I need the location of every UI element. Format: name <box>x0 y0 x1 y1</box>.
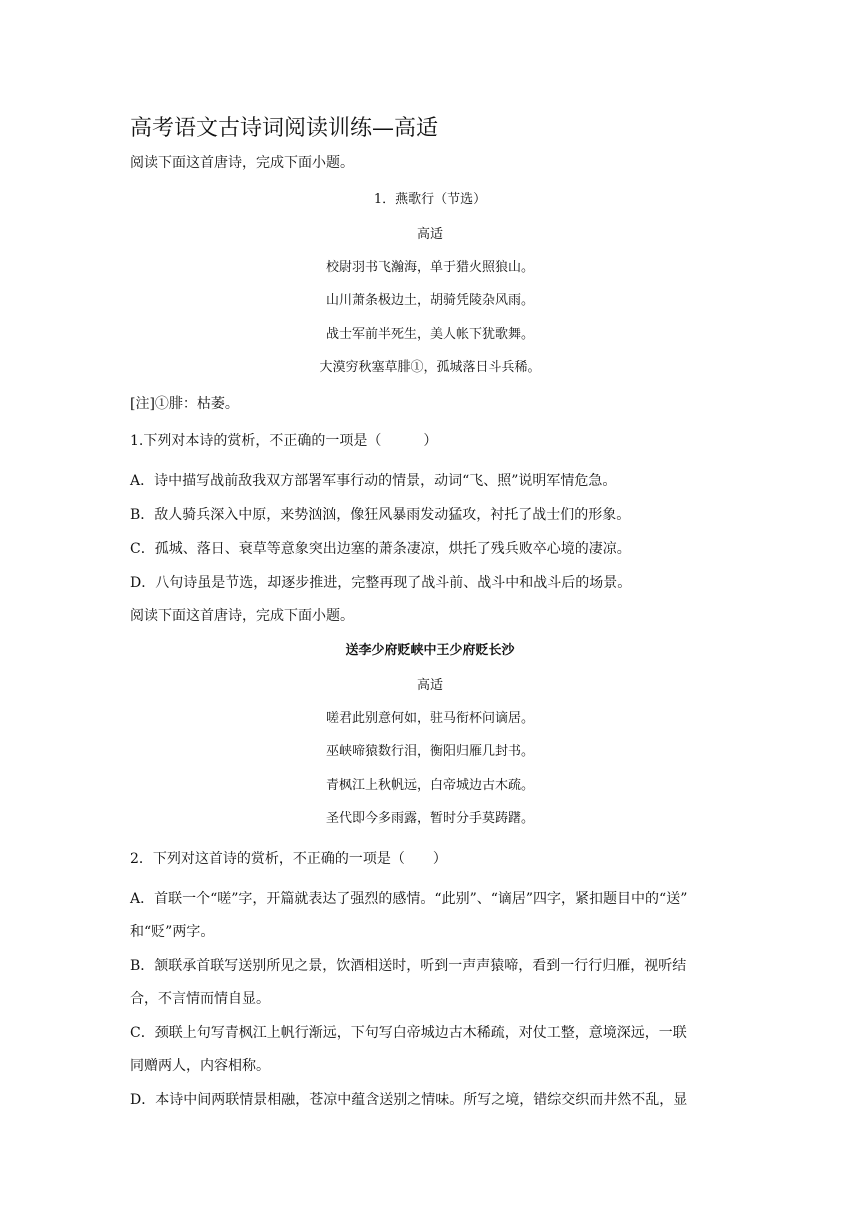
q1-option-a: A．诗中描写战前敌我双方部署军事行动的情景，动词“飞、照”说明军情危急。 <box>130 473 617 489</box>
poem1-line: 校尉羽书飞瀚海，单于猎火照狼山。 <box>325 260 534 275</box>
page-title: 高考语文古诗词阅读训练—高适 <box>130 116 439 141</box>
poem1-author: 高适 <box>416 227 443 242</box>
q2-option-b: B．颔联承首联写送别所见之景，饮酒相送时，听到一声声猿啼，看到一行行归雁，视听结 <box>130 958 687 974</box>
poem2-line: 青枫江上秋帆远，白帝城边古木疏。 <box>325 778 534 793</box>
q1-option-b: B．敌人骑兵深入中原，来势汹汹，像狂风暴雨发动猛攻，衬托了战士们的形象。 <box>130 507 631 523</box>
poem1-line: 山川萧条极边土，胡骑凭陵杂风雨。 <box>325 293 534 308</box>
q2-option-a-cont: 和“贬”两字。 <box>130 924 215 940</box>
q2-option-c: C．颈联上句写青枫江上帆行渐远，下句写白帝城边古木稀疏，对仗工整，意境深远，一联 <box>130 1025 687 1041</box>
question-2: 2．下列对这首诗的赏析，不正确的一项是（ ） <box>130 851 447 867</box>
q2-option-c-cont: 同赠两人，内容相称。 <box>130 1058 270 1074</box>
q1-option-c: C．孤城、落日、衰草等意象突出边塞的萧条凄凉，烘托了残兵败卒心境的凄凉。 <box>130 541 631 557</box>
q2-option-a: A．首联一个“嗟”字，开篇就表达了强烈的感情。“此别”、“谪居”四字，紧扣题目中的“送” <box>130 891 688 907</box>
poem2-author: 高适 <box>416 678 443 693</box>
poem1-title: 1．燕歌行（节选） <box>373 192 487 207</box>
poem2-line: 嗟君此别意何如，驻马衔杯问谪居。 <box>325 711 534 726</box>
poem2-title: 送李少府贬峡中王少府贬长沙 <box>345 643 515 658</box>
poem2-line: 巫峡啼猿数行泪，衡阳归雁几封书。 <box>325 744 534 759</box>
poem1-note: [注]①腓：枯萎。 <box>130 396 239 412</box>
question-1: 1.下列对本诗的赏析，不正确的一项是（ ） <box>130 433 438 449</box>
q2-option-b-cont: 合，不言情而情自显。 <box>130 991 270 1007</box>
poem1-line: 战士军前半死生，美人帐下犹歌舞。 <box>325 327 534 342</box>
poem1-line: 大漠穷秋塞草腓①，孤城落日斗兵稀。 <box>319 360 541 375</box>
section2-intro: 阅读下面这首唐诗，完成下面小题。 <box>130 608 354 624</box>
q1-option-d: D．八句诗虽是节选，却逐步推进，完整再现了战斗前、战斗中和战斗后的场景。 <box>130 575 632 591</box>
poem2-line: 圣代即今多雨露，暂时分手莫踌躇。 <box>325 811 534 826</box>
q2-option-d: D．本诗中间两联情景相融，苍凉中蕴含送别之情味。所写之境，错综交织而井然不乱，显 <box>130 1092 688 1108</box>
section1-intro: 阅读下面这首唐诗，完成下面小题。 <box>130 155 354 171</box>
